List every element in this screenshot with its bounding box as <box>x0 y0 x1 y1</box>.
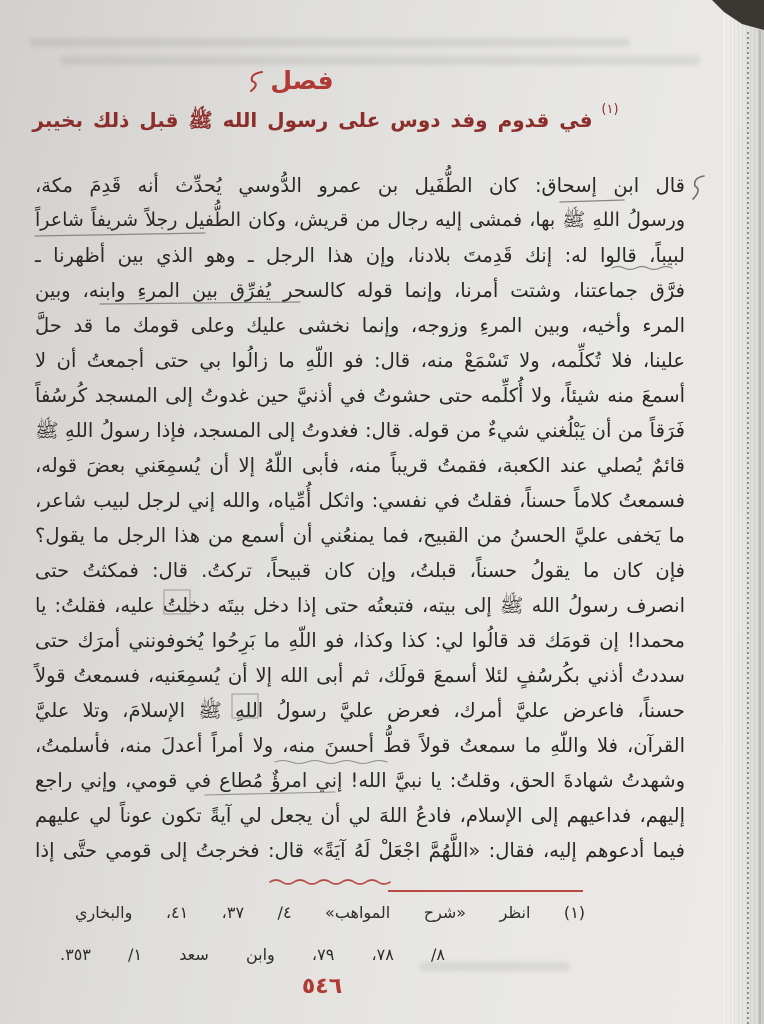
text-line: حسناً، فاعرض عليَّ أمرك، فعرض عليَّ رسولُ اللهِ ﷺ الإسلامَ، وتلا عليَّ <box>35 699 685 722</box>
text-line: فيما أدعوهم إليه، فقال: «اللَّهُمَّ اجْعَلْ لَهُ آيَةً» قال: فخرجتُ إلى قومي حتَّى إذا <box>35 839 685 862</box>
text-line: أسمعَ منه شيئاً، ولا أُكلِّمه حتى حشوتُ في أذنيَّ حين غدوتُ إلى المسجد كُرسُفاً <box>35 384 685 407</box>
bleed-through-text <box>30 38 630 47</box>
text-line: سددتُ أذني بكُرسُفٍ لئلا أسمعَ قولَك، ثم أبى الله إلا أن يُسمِعَنيه، فسمعتُ قولاً <box>35 664 685 687</box>
subtitle-footnote-marker: (١) <box>601 102 619 117</box>
text-line: انصرف رسولُ الله ﷺ إلى بيته، فتبعتُه حتى إذا دخل بيتَه دخلتُ عليه، فقلتُ: يا <box>35 594 685 617</box>
section-subtitle: في قدوم وفد دوس على رسول الله ﷺ قبل ذلك بخيبر <box>32 108 593 132</box>
text-line: فرَّق جماعتنا، وشتت أمرنا، وإنما قوله كالسحر يُفرِّق بين المرءِ وابنه، وبين <box>35 279 685 302</box>
footnote-line: ٨/ ٧٨، ٧٩، وابن سعد ١/ ٣٥٣. <box>60 945 445 964</box>
section-heading: فصل <box>270 66 334 95</box>
text-line: وشهدتُ شهادةَ الحق، وقلتُ: يا نبيَّ الله! إني امرؤٌ مُطاع في قومي، وإني راجع <box>35 769 685 792</box>
page-stack-edge <box>722 0 764 1024</box>
text-line: ما يَخفى عليَّ الحسنُ من القبيح، فما يمنعُني أن أسمع من هذا الرجل ما يقول؟ <box>35 524 685 547</box>
text-line: القرآن، فلا واللّهِ ما سمعتُ قولاً قطُّ أحسنَ منه، ولا أمراً أعدلَ منه، فأسلمتُ، <box>35 734 685 757</box>
text-line: فإن كان ما يقولُ حسناً، قبلتُ، وإن كان قبيحاً، تركتُ. قال: فمكثتُ حتى <box>35 559 685 582</box>
page-number: ٥٤٦ <box>301 974 343 999</box>
text-line: فَرَقاً من أن يَبْلُغني شيءٌ من قوله. قال: فغدوتُ إلى المسجد، فإذا رسولُ اللهِ ﷺ <box>35 419 685 442</box>
text-line: محمدا! إن قومَك قد قالُوا لي: كذا وكذا، فو اللّهِ ما بَرِحُوا يُخوفونني أمرَك حتى <box>35 629 685 652</box>
text-line: لبيباً، قالوا له: إنك قَدِمتَ بلادنا، وإن هذا الرجل ـ وهو الذي بين أظهرنا ـ <box>35 244 685 267</box>
text-line: ورسولُ اللهِ ﷺ بها، فمشى إليه رجال من قريش، وكان الطُّفيل رجلاً شريفاً شاعراً <box>35 209 685 231</box>
body-text <box>35 168 685 868</box>
footnote-separator <box>388 890 583 892</box>
text-line: فسمعتُ كلاماً حسناً، فقلتُ في نفسي: واثكل أُمِّياه، والله إني لرجل لبيب شاعر، <box>35 489 685 512</box>
footnote-line: (١) انظر «شرح المواهب» ٤/ ٣٧، ٤١، والبخاري <box>75 903 586 922</box>
text-line: علينا، فلا تُكلِّمه، ولا تَسْمَعْ منه، قال: فو اللّهِ ما زالُوا بي حتى أجمعتُ أن لا <box>35 349 685 372</box>
text-line: قال ابن إسحاق: كان الطُّفَيل بن عمرو الدُّوسي يُحدِّث أنه قَدِمَ مكة، <box>35 174 685 197</box>
text-line: قائمٌ يُصلي عند الكعبة، فقمتُ قريباً منه، فأبى اللّهُ إلا أن يُسمِعَني بعضَ قوله، <box>35 454 685 477</box>
text-line: إليهم، فداعيهم إلى الإسلام، فادعُ اللهَ لي أن يجعل لي آيةً تكون عوناً لي عليهم <box>35 804 685 827</box>
text-line: المرء وأخيه، وبين المرءِ وزوجه، وإنما نخشى عليك وعلى قومك ما قد حلَّ <box>35 314 685 337</box>
